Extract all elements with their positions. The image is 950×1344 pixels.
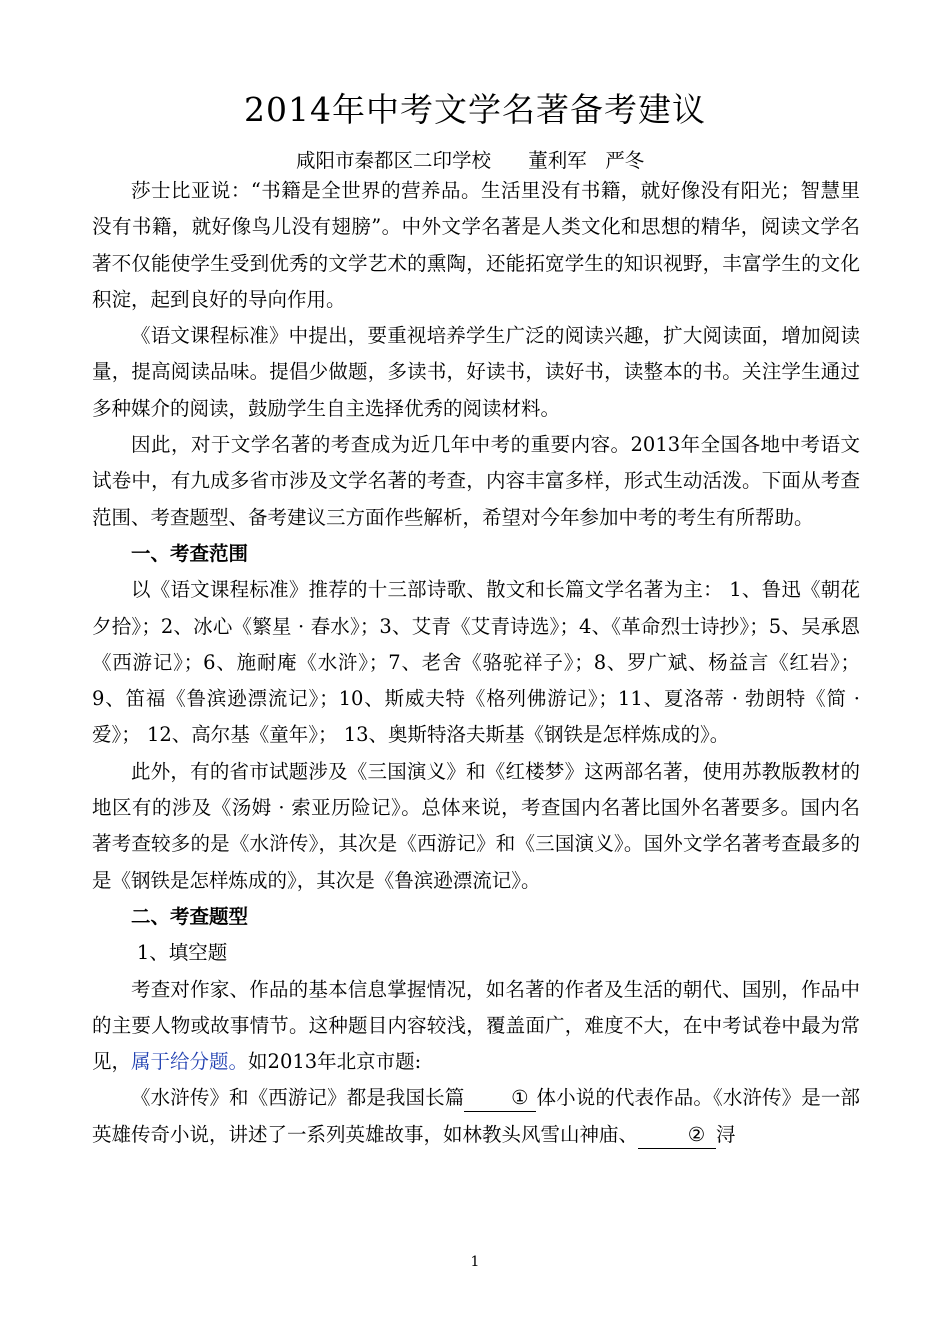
question-text-1: 《水浒传》和《西游记》都是我国长篇 bbox=[131, 1086, 465, 1110]
paragraph-additional: 此外，有的省市试题涉及《三国演义》和《红楼梦》这两部名著，使用苏教版教材的地区有的涉及《汤姆 · 索亚历险记》。总体来说，考查国内名著比国外名著要多。国内名著考查较多的是《水浒传》，其次是《西游记》和《三国演义》。国外文学名著考查最多的是《钢铁是怎样炼成的》，其次是《鲁滨逊漂流记》。 bbox=[92, 759, 860, 892]
subheading-fill-blank: 1、填空题 bbox=[136, 941, 228, 965]
section-heading-types: 二、考查题型 bbox=[131, 904, 249, 928]
paragraph-therefore: 因此，对于文学名著的考查成为近几年中考的重要内容。2013年全国各地中考语文试卷中，有九成多省市涉及文学名著的考查，内容丰富多样，形式生动活泼。下面从考查范围、考查题型、备考建议三方面作些解析，希望对今年参加中考的考生有所帮助。 bbox=[92, 433, 860, 529]
question-text-2: 体小说的代表作品。《水浒传》是一部英雄传奇小说，讲述了一系列英雄故事，如林教头风雪山神庙、 bbox=[92, 1086, 860, 1146]
paragraph-fill-blank bbox=[92, 972, 860, 1081]
question-text-3: 浔 bbox=[716, 1122, 736, 1146]
page-number: 1 bbox=[470, 1254, 480, 1270]
paragraph-book-list: 以《语文课程标准》推荐的十三部诗歌、散文和长篇文学名著为主： 1、鲁迅《朝花夕拾》；2、冰心《繁星 · 春水》；3、艾青《艾青诗选》；4、《革命烈士诗抄》；5、吴承恩《西游记》；6、施耐庵《水浒》；7、老舍《骆驼祥子》；8、罗广斌、杨益言《红岩》；9、笛福《鲁滨逊漂流记》；10、斯威夫特《格列佛游记》；11、夏洛蒂 · 勃朗特《简 · 爱》； 12、高尔基《童年》； 13、奥斯特洛夫斯基《钢铁是怎样炼成的》。 bbox=[92, 578, 860, 747]
document-title: 2014年中考文学名著备考建议 bbox=[244, 90, 706, 129]
example-intro: 如2013年北京市题: bbox=[248, 1050, 422, 1074]
answer-blank-1: ① bbox=[464, 1085, 536, 1112]
authors-line: 咸阳市秦都区二印学校 董利军 严冬 bbox=[296, 149, 645, 172]
paragraph-example-question bbox=[92, 1080, 860, 1153]
paragraph-intro: 莎士比亚说：“书籍是全世界的营养品。生活里没有书籍，就好像没有阳光；智慧里没有书籍，就好像鸟儿没有翅膀”。中外文学名著是人类文化和思想的精华，阅读文学名著不仅能使学生受到优秀的文学艺术的熏陶，还能拓宽学生的知识视野，丰富学生的文化积淀，起到良好的导向作用。 bbox=[92, 179, 860, 311]
document-body bbox=[92, 173, 860, 1153]
highlighted-text: 属于给分题。 bbox=[131, 1050, 249, 1074]
section-heading-scope: 一、考查范围 bbox=[131, 541, 249, 565]
fill-blank-text: 考查对作家、作品的基本信息掌握情况，如名著的作者及生活的朝代、国别，作品中的主要人物或故事情节。这种题目内容较浅，覆盖面广，难度不大，在中考试卷中最为常见， bbox=[92, 977, 860, 1074]
answer-blank-2: ② bbox=[638, 1122, 716, 1149]
paragraph-curriculum: 《语文课程标准》中提出，要重视培养学生广泛的阅读兴趣，扩大阅读面，增加阅读量，提高阅读品味。提倡少做题，多读书，好读书，读好书，读整本的书。关注学生通过多种媒介的阅读，鼓励学生自主选择优秀的阅读材料。 bbox=[92, 324, 860, 420]
